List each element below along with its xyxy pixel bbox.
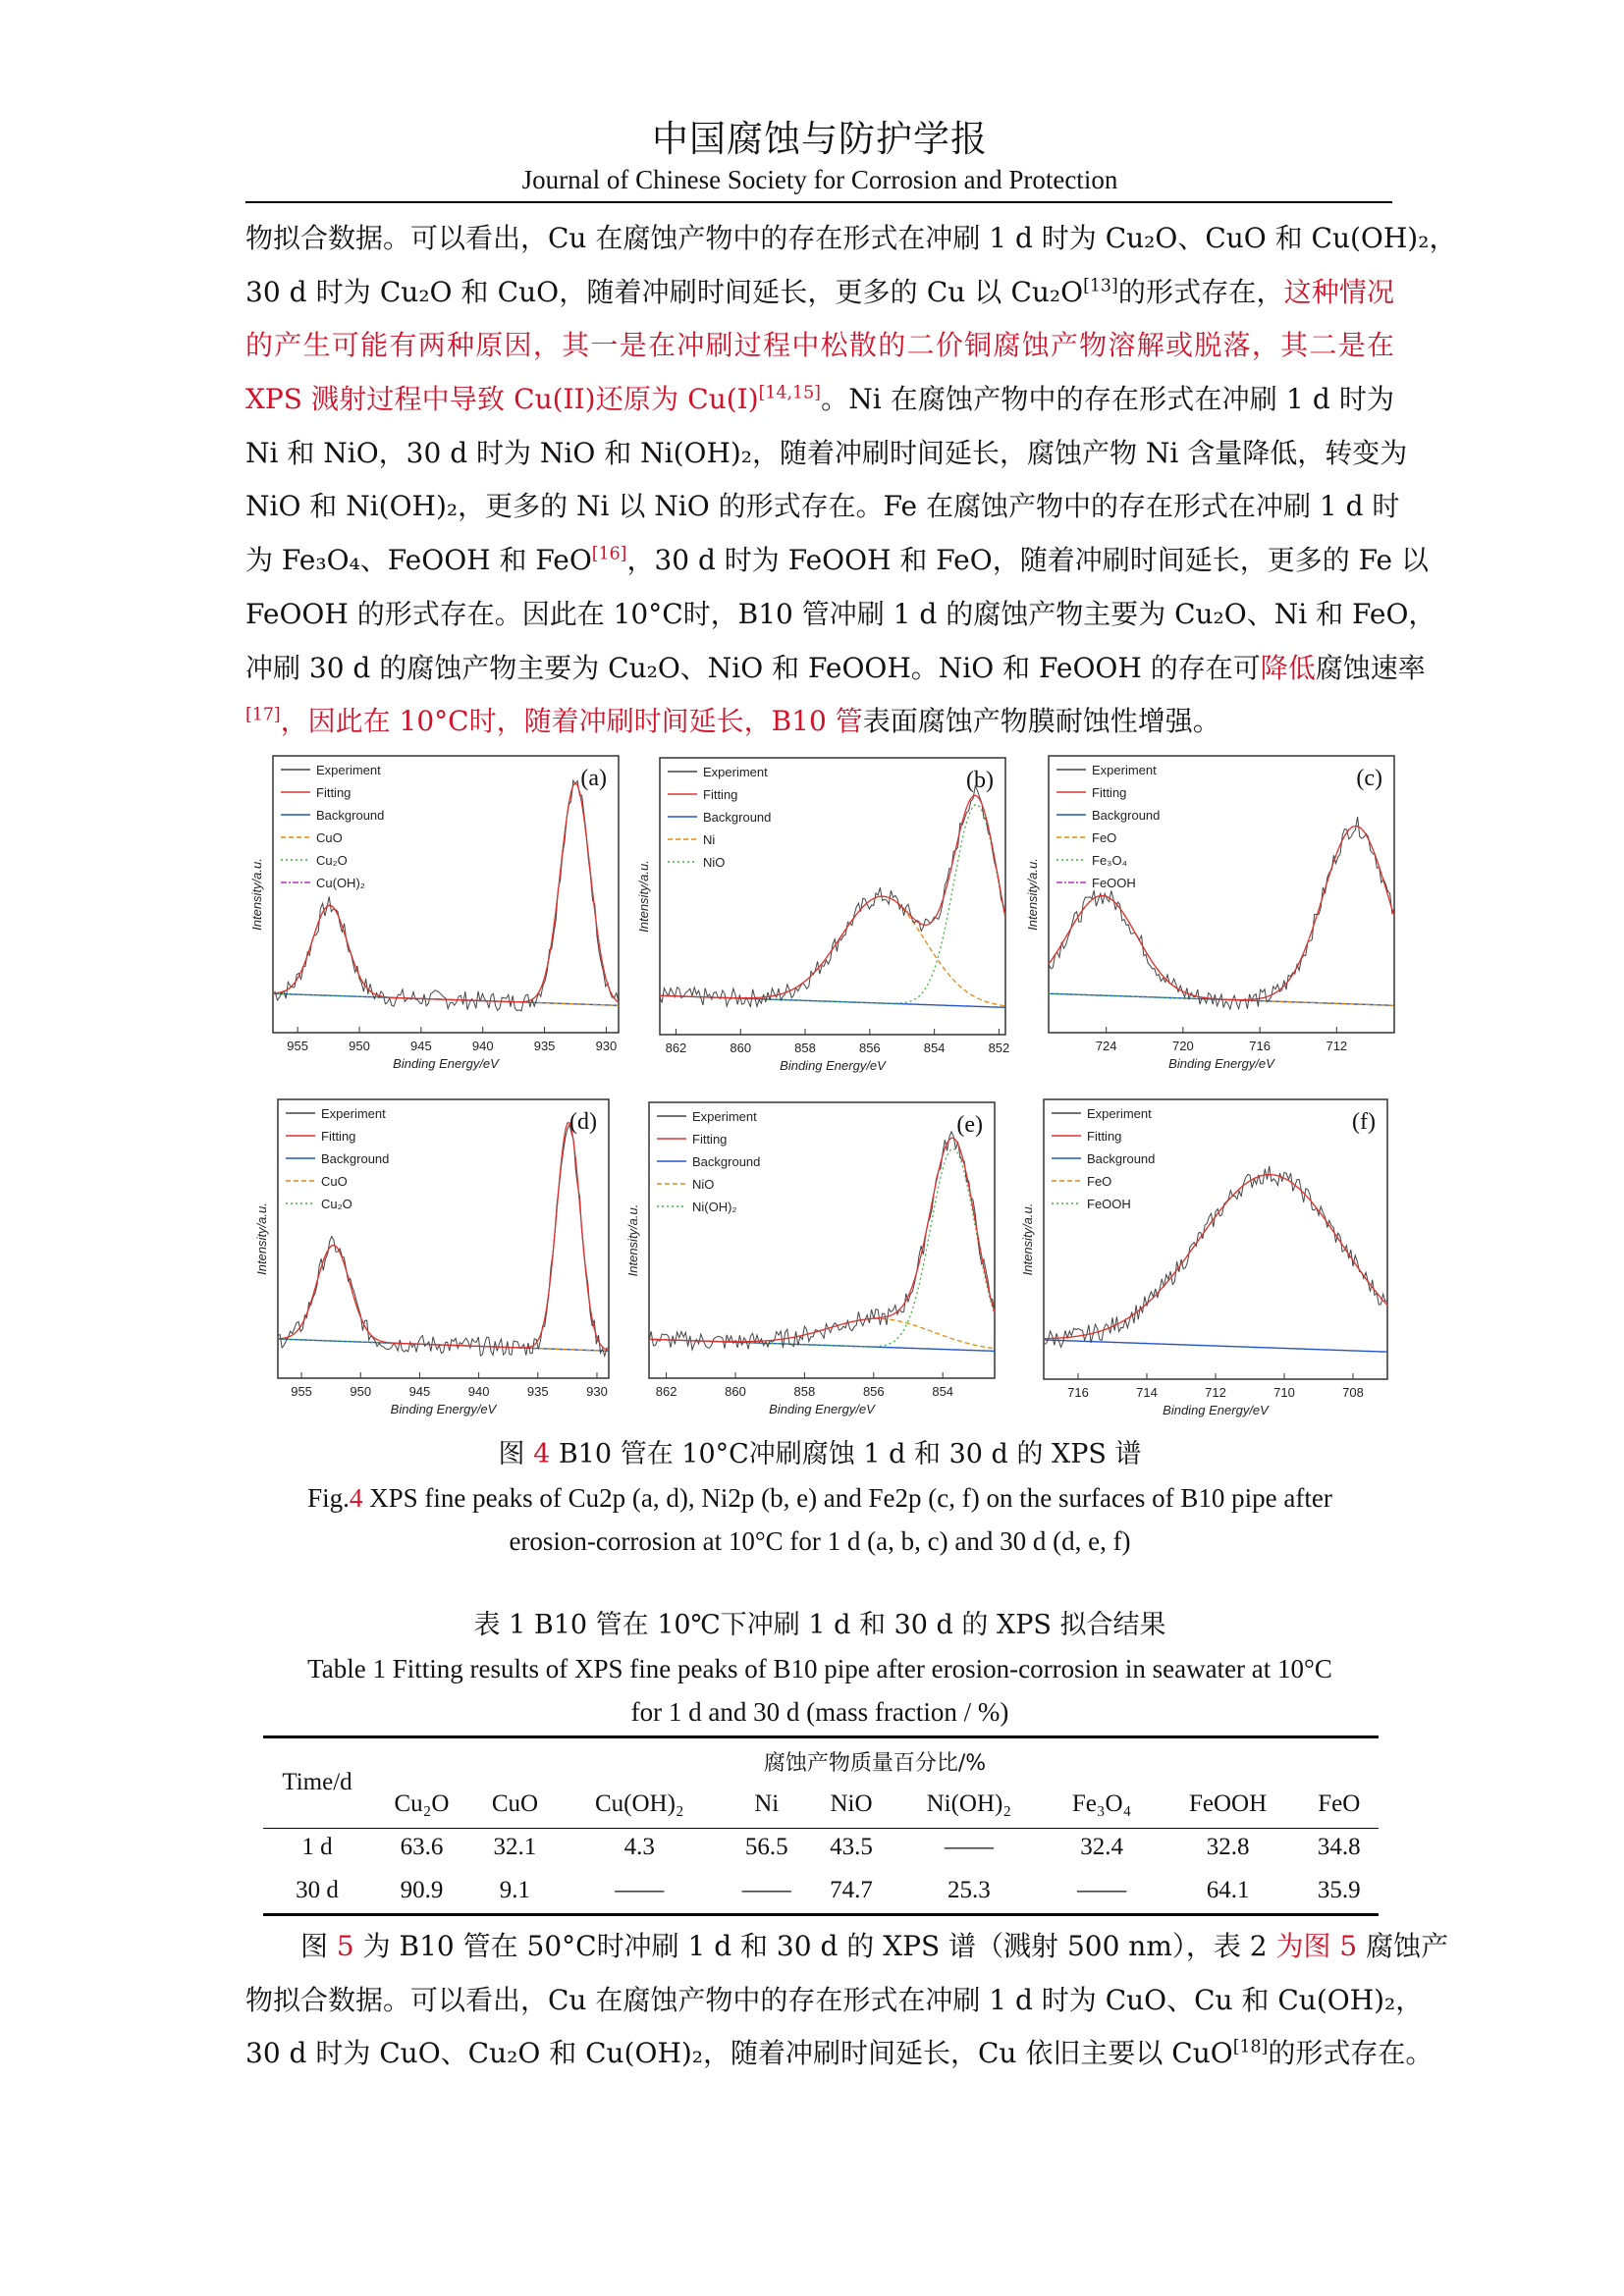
- x-tick-label: 716: [1067, 1385, 1089, 1400]
- xps-chart: [600, 1102, 1004, 1447]
- legend-label: Fitting: [692, 1132, 728, 1147]
- text-line: 30 d 时为 Cu₂O 和 CuO，随着冲刷时间延长，更多的 Cu 以 Cu₂O[13]的形式存在，这种情况: [245, 275, 1394, 308]
- x-tick-label: 854: [932, 1384, 954, 1399]
- text-line: Ni 和 NiO，30 d 时为 NiO 和 Ni(OH)₂，随着冲刷时间延长，腐蚀产物 Ni 含量降低，转变为: [245, 436, 1408, 469]
- legend-label: NiO: [692, 1177, 715, 1192]
- table-bottom-rule: [263, 1913, 1379, 1916]
- text-line: 冲刷 30 d 的腐蚀产物主要为 Cu₂O、NiO 和 FeOOH。NiO 和 FeOOH 的存在可降低腐蚀速率: [245, 651, 1426, 684]
- xps-chart: [995, 1099, 1397, 1448]
- x-tick-label: 716: [1249, 1039, 1271, 1053]
- paragraph-2: [245, 1920, 1449, 2081]
- x-tick-label: 935: [526, 1384, 549, 1399]
- legend-label: CuO: [316, 830, 343, 845]
- legend-label: FeOOH: [1087, 1197, 1131, 1211]
- x-tick-label: 950: [349, 1039, 370, 1053]
- xps-panel-f: [995, 1099, 1397, 1452]
- figure-caption: [245, 1433, 1394, 1563]
- x-tick-label: 940: [467, 1384, 490, 1399]
- table-cell: 43.5: [830, 1834, 873, 1860]
- paragraph-1: [245, 212, 1457, 749]
- text-line: [17]，因此在 10°C时，随着冲刷时间延长，B10 管表面腐蚀产物膜耐蚀性增强。: [245, 705, 1220, 738]
- column-header: Ni(OH)₂: [926, 1790, 1012, 1817]
- fitting-line: [660, 795, 1005, 998]
- table-cell: 32.1: [493, 1834, 537, 1860]
- figure-caption-en: Fig.4 XPS fine peaks of Cu2p (a, d), Ni2p (b, e) and Fe2p (c, f) on the surfaces of B10 pipe after: [307, 1483, 1332, 1513]
- x-tick-label: 862: [665, 1041, 687, 1055]
- background-line: [1044, 1340, 1387, 1352]
- legend-label: Background: [703, 810, 772, 825]
- row-time: 1 d: [301, 1834, 333, 1860]
- x-tick-label: 712: [1205, 1385, 1226, 1400]
- legend-label: Cu₂O: [321, 1197, 352, 1211]
- table-caption: [245, 1604, 1394, 1734]
- text-line: XPS 溅射过程中导致 Cu(II)还原为 Cu(I)[14,15]。Ni 在腐蚀产物中的存在形式在冲刷 1 d 时为: [245, 383, 1394, 416]
- x-axis-label: Binding Energy/eV: [393, 1056, 499, 1071]
- y-axis-label: Intensity/a.u.: [254, 1202, 269, 1275]
- legend-label: Background: [316, 808, 385, 823]
- time-header: Time/d: [282, 1769, 352, 1795]
- legend-label: Experiment: [316, 763, 381, 777]
- column-header: NiO: [830, 1790, 873, 1817]
- figure-caption-en-2: erosion-corrosion at 10°C for 1 d (a, b, c) and 30 d (d, e, f): [509, 1526, 1131, 1556]
- column-header: FeO: [1318, 1790, 1361, 1817]
- x-axis-label: Binding Energy/eV: [1168, 1056, 1274, 1071]
- x-tick-label: 930: [586, 1384, 608, 1399]
- x-tick-label: 854: [923, 1041, 946, 1055]
- x-tick-label: 945: [410, 1039, 432, 1053]
- table-cell: 34.8: [1317, 1834, 1361, 1860]
- x-axis-label: Binding Energy/eV: [769, 1402, 875, 1416]
- legend-label: NiO: [703, 855, 726, 870]
- table-cell: 35.9: [1317, 1877, 1361, 1903]
- panel-label: (c): [1356, 766, 1382, 791]
- panel-label: (a): [580, 766, 607, 791]
- experiment-line: [1044, 1166, 1387, 1347]
- table-cell: 32.8: [1206, 1834, 1250, 1860]
- text-line: 图 5 为 B10 管在 50°C时冲刷 1 d 和 30 d 的 XPS 谱（溅射 500 nm），表 2 为图 5 腐蚀产: [300, 1930, 1449, 1962]
- table-cell: 63.6: [400, 1834, 444, 1860]
- x-axis-label: Binding Energy/eV: [390, 1402, 497, 1416]
- y-axis-label: Intensity/a.u.: [636, 860, 651, 933]
- table-cell: 4.3: [623, 1834, 655, 1860]
- legend-label: Experiment: [1087, 1106, 1152, 1121]
- text-line: 物拟合数据。可以看出，Cu 在腐蚀产物中的存在形式在冲刷 1 d 时为 Cu₂O、CuO 和 Cu(OH)₂，: [245, 222, 1457, 254]
- table-cell: 9.1: [499, 1877, 531, 1903]
- x-axis-label: Binding Energy/eV: [1163, 1403, 1269, 1417]
- figure-caption-cn: 图 4 B10 管在 10°C冲刷腐蚀 1 d 和 30 d 的 XPS 谱: [498, 1439, 1142, 1469]
- table-mid-rule: [263, 1828, 1379, 1829]
- legend-label: Cu(OH)₂: [316, 876, 365, 890]
- y-axis-label: Intensity/a.u.: [625, 1203, 640, 1277]
- xps-panel-d: [229, 1099, 619, 1451]
- legend-label: Background: [321, 1151, 390, 1166]
- legend-label: Fitting: [703, 787, 738, 802]
- experiment-line: [1049, 817, 1394, 1009]
- table-cell: ——: [944, 1834, 994, 1860]
- xps-chart: [611, 758, 1015, 1103]
- legend-label: Background: [692, 1154, 761, 1169]
- xps-panel-c: [1000, 756, 1404, 1105]
- journal-title-cn: 中国腐蚀与防护学报: [652, 118, 988, 160]
- x-tick-label: 930: [595, 1039, 618, 1053]
- legend-label: Fitting: [321, 1129, 356, 1144]
- component-peak: [660, 896, 1005, 1006]
- x-tick-label: 940: [471, 1039, 494, 1053]
- table-row: [263, 1826, 1379, 1869]
- component-peak: [1049, 896, 1394, 1006]
- legend-label: Cu₂O: [316, 853, 348, 868]
- text-line: 物拟合数据。可以看出，Cu 在腐蚀产物中的存在形式在冲刷 1 d 时为 CuO、Cu 和 Cu(OH)₂，: [245, 1983, 1424, 2016]
- journal-header: [245, 116, 1394, 196]
- x-tick-label: 950: [350, 1384, 372, 1399]
- x-tick-label: 955: [291, 1384, 312, 1399]
- x-tick-label: 708: [1342, 1385, 1364, 1400]
- table-top-rule: [263, 1735, 1379, 1738]
- xps-panel-a: [224, 756, 628, 1105]
- column-header: Cu(OH)₂: [594, 1790, 684, 1817]
- x-tick-label: 858: [793, 1384, 816, 1399]
- legend-label: Ni: [703, 832, 716, 847]
- x-tick-label: 720: [1172, 1039, 1194, 1053]
- x-tick-label: 856: [858, 1041, 881, 1055]
- legend-label: Background: [1087, 1151, 1156, 1166]
- x-tick-label: 852: [988, 1041, 1010, 1055]
- table-cell: ——: [1077, 1877, 1127, 1903]
- table-cell: 25.3: [947, 1877, 991, 1903]
- group-header: 腐蚀产物质量百分比/%: [763, 1750, 987, 1776]
- column-header: Ni: [754, 1790, 780, 1817]
- y-axis-label: Intensity/a.u.: [1020, 1202, 1035, 1276]
- column-header: CuO: [491, 1790, 539, 1817]
- component-peak: [273, 905, 619, 1005]
- legend-label: Ni(OH)₂: [692, 1200, 737, 1214]
- row-time: 30 d: [296, 1877, 339, 1903]
- panel-label: (b): [966, 768, 994, 793]
- x-tick-label: 860: [725, 1384, 746, 1399]
- column-header: FeOOH: [1189, 1790, 1268, 1817]
- x-tick-label: 712: [1326, 1039, 1348, 1053]
- legend-label: FeO: [1092, 830, 1117, 845]
- results-table: [263, 1739, 1379, 1912]
- column-header: Fe₃O₄: [1071, 1790, 1132, 1817]
- xps-chart: [1000, 756, 1404, 1101]
- x-axis-label: Binding Energy/eV: [780, 1058, 886, 1073]
- table-cell: 32.4: [1080, 1834, 1123, 1860]
- legend-label: Fitting: [316, 785, 352, 800]
- text-line: 为 Fe₃O₄、FeOOH 和 FeO[16]，30 d 时为 FeOOH 和 FeO，随着冲刷时间延长，更多的 Fe 以: [245, 544, 1429, 577]
- xps-panel-b: [611, 758, 1015, 1107]
- legend-label: Experiment: [1092, 763, 1157, 777]
- legend-label: Experiment: [703, 765, 768, 779]
- y-axis-label: Intensity/a.u.: [1025, 858, 1040, 931]
- table-cell: 90.9: [400, 1877, 444, 1903]
- text-line: 30 d 时为 CuO、Cu₂O 和 Cu(OH)₂，随着冲刷时间延长，Cu 依旧主要以 CuO[18]的形式存在。: [245, 2037, 1434, 2070]
- column-header-row: [263, 1783, 1379, 1826]
- text-line: FeOOH 的形式存在。因此在 10°C时，B10 管冲刷 1 d 的腐蚀产物主要为 Cu₂O、Ni 和 FeO，: [245, 597, 1436, 630]
- legend-label: FeO: [1087, 1174, 1112, 1189]
- x-tick-label: 862: [655, 1384, 677, 1399]
- table-title-cn: 表 1 B10 管在 10℃下冲刷 1 d 和 30 d 的 XPS 拟合结果: [473, 1610, 1166, 1640]
- x-tick-label: 858: [794, 1041, 816, 1055]
- column-header: Cu₂O: [394, 1790, 450, 1817]
- table-cell: 74.7: [830, 1877, 873, 1903]
- legend-label: Fitting: [1087, 1129, 1122, 1144]
- table-cell: ——: [615, 1877, 665, 1903]
- panel-label: (e): [956, 1112, 983, 1138]
- panel-label: (d): [569, 1109, 597, 1135]
- x-tick-label: 710: [1273, 1385, 1295, 1400]
- y-axis-label: Intensity/a.u.: [249, 858, 264, 931]
- xps-chart: [224, 756, 628, 1101]
- table-title-en-2: for 1 d and 30 d (mass fraction / %): [630, 1697, 1009, 1727]
- legend-label: Experiment: [692, 1109, 757, 1124]
- x-tick-label: 945: [408, 1384, 431, 1399]
- x-tick-label: 955: [287, 1039, 308, 1053]
- x-tick-label: 724: [1095, 1039, 1117, 1053]
- legend-label: Fe₃O₄: [1092, 853, 1127, 868]
- journal-title-en: Journal of Chinese Society for Corrosion and Protection: [521, 165, 1118, 194]
- x-tick-label: 860: [730, 1041, 752, 1055]
- table-title-en: Table 1 Fitting results of XPS fine peaks of B10 pipe after erosion-corrosion in seawater at 10°C: [307, 1654, 1332, 1683]
- table-cell: ——: [741, 1877, 791, 1903]
- x-tick-label: 714: [1136, 1385, 1158, 1400]
- table-cell: 64.1: [1206, 1877, 1250, 1903]
- legend-label: Fitting: [1092, 785, 1127, 800]
- text-line: 的产生可能有两种原因，其一是在冲刷过程中松散的二价铜腐蚀产物溶解或脱落，其二是在: [245, 329, 1394, 362]
- xps-chart: [229, 1099, 619, 1447]
- x-tick-label: 856: [862, 1384, 885, 1399]
- table-cell: 56.5: [744, 1834, 788, 1860]
- x-tick-label: 935: [533, 1039, 556, 1053]
- xps-panel-e: [600, 1102, 1004, 1451]
- component-peak: [278, 1246, 609, 1352]
- legend-label: CuO: [321, 1174, 348, 1189]
- text-line: NiO 和 Ni(OH)₂，更多的 Ni 以 NiO 的形式存在。Fe 在腐蚀产物中的存在形式在冲刷 1 d 时: [245, 490, 1400, 523]
- header-rule: [245, 201, 1392, 203]
- legend-label: FeOOH: [1092, 876, 1136, 890]
- legend-label: Experiment: [321, 1106, 386, 1121]
- legend-label: Background: [1092, 808, 1161, 823]
- panel-label: (f): [1352, 1109, 1376, 1135]
- table-row: [263, 1869, 1379, 1912]
